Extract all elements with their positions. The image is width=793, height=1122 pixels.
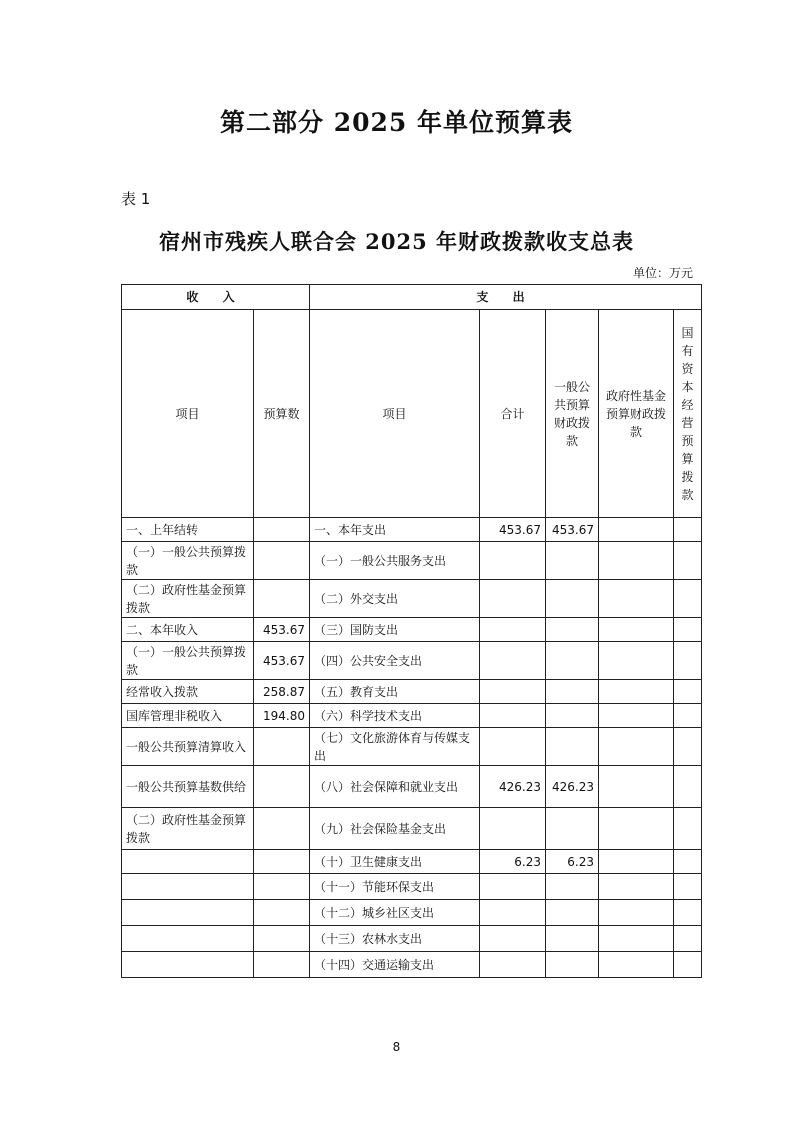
expense-item-cell: （九）社会保险基金支出 — [310, 808, 480, 850]
income-item-cell: （一）一般公共预算拨款 — [122, 642, 254, 680]
table-row — [122, 766, 702, 808]
income-budget-cell — [254, 808, 310, 850]
expense-item-cell: （八）社会保障和就业支出 — [310, 766, 480, 808]
fund-budget-cell — [599, 680, 674, 704]
table-row — [122, 542, 702, 580]
total-cell — [480, 926, 546, 952]
income-budget-cell: 258.87 — [254, 680, 310, 704]
table-number: 表 1 — [121, 190, 151, 208]
total-cell — [480, 580, 546, 618]
income-budget-cell — [254, 728, 310, 766]
general-budget-cell — [546, 642, 599, 680]
fund-budget-cell — [599, 766, 674, 808]
income-budget-cell: 453.67 — [254, 642, 310, 680]
expense-item-cell: 一、本年支出 — [310, 518, 480, 542]
unit-label: 单位：万元 — [632, 266, 693, 280]
state-capital-cell — [674, 542, 702, 580]
expense-item-cell: （六）科学技术支出 — [310, 704, 480, 728]
general-budget-cell — [546, 580, 599, 618]
general-budget-cell: 453.67 — [546, 518, 599, 542]
general-budget-cell — [546, 728, 599, 766]
fund-budget-cell — [599, 580, 674, 618]
general-budget-cell — [546, 926, 599, 952]
state-capital-cell — [674, 642, 702, 680]
table-title: 宿州市残疾人联合会 2025 年财政拨款收支总表 — [158, 229, 635, 254]
income-budget-cell — [254, 766, 310, 808]
table-row — [122, 680, 702, 704]
col-income-budget: 预算数 — [254, 310, 310, 518]
income-item-cell: （二）政府性基金预算拨款 — [122, 580, 254, 618]
expense-item-cell: （十四）交通运输支出 — [310, 952, 480, 978]
income-item-cell — [122, 952, 254, 978]
state-capital-cell — [674, 926, 702, 952]
general-budget-cell — [546, 900, 599, 926]
income-budget-cell — [254, 926, 310, 952]
total-cell — [480, 808, 546, 850]
table-row — [122, 808, 702, 850]
table-row — [122, 618, 702, 642]
state-capital-cell — [674, 728, 702, 766]
budget-table — [121, 284, 702, 978]
income-budget-cell — [254, 900, 310, 926]
general-budget-cell — [546, 542, 599, 580]
total-cell — [480, 900, 546, 926]
state-capital-cell — [674, 618, 702, 642]
general-budget-cell — [546, 618, 599, 642]
expense-item-cell: （七）文化旅游体育与传媒支出 — [310, 728, 480, 766]
income-budget-cell — [254, 850, 310, 874]
income-item-cell — [122, 900, 254, 926]
state-capital-cell — [674, 952, 702, 978]
state-capital-cell — [674, 518, 702, 542]
income-item-cell: 国库管理非税收入 — [122, 704, 254, 728]
fund-budget-cell — [599, 874, 674, 900]
part-title: 第二部分 2025 年单位预算表 — [220, 108, 573, 137]
state-capital-cell — [674, 704, 702, 728]
general-budget-cell: 426.23 — [546, 766, 599, 808]
fund-budget-cell — [599, 900, 674, 926]
expense-item-cell: （五）教育支出 — [310, 680, 480, 704]
state-capital-cell — [674, 900, 702, 926]
income-budget-cell: 453.67 — [254, 618, 310, 642]
table-row — [122, 850, 702, 874]
total-cell — [480, 704, 546, 728]
total-cell — [480, 874, 546, 900]
state-capital-cell — [674, 766, 702, 808]
fund-budget-cell — [599, 618, 674, 642]
income-budget-cell — [254, 518, 310, 542]
expense-item-cell: （一）一般公共服务支出 — [310, 542, 480, 580]
income-item-cell: 二、本年收入 — [122, 618, 254, 642]
fund-budget-cell — [599, 850, 674, 874]
total-cell — [480, 728, 546, 766]
total-cell — [480, 952, 546, 978]
total-cell — [480, 542, 546, 580]
state-capital-cell — [674, 808, 702, 850]
col-expense-item: 项目 — [310, 310, 480, 518]
income-budget-cell — [254, 952, 310, 978]
income-item-cell: （一）一般公共预算拨款 — [122, 542, 254, 580]
fund-budget-cell — [599, 642, 674, 680]
general-budget-cell — [546, 952, 599, 978]
fund-budget-cell — [599, 952, 674, 978]
income-item-cell — [122, 850, 254, 874]
income-item-cell — [122, 926, 254, 952]
table-row — [122, 518, 702, 542]
fund-budget-cell — [599, 926, 674, 952]
group-header-row — [122, 285, 702, 310]
table-row — [122, 642, 702, 680]
expense-item-cell: （十二）城乡社区支出 — [310, 900, 480, 926]
table-row — [122, 900, 702, 926]
col-general-budget: 一般公共预算财政拨款 — [546, 310, 599, 518]
income-item-cell: 一般公共预算清算收入 — [122, 728, 254, 766]
table-row — [122, 704, 702, 728]
fund-budget-cell — [599, 542, 674, 580]
expense-item-cell: （十三）农林水支出 — [310, 926, 480, 952]
income-budget-cell — [254, 874, 310, 900]
state-capital-cell — [674, 680, 702, 704]
total-cell — [480, 642, 546, 680]
fund-budget-cell — [599, 518, 674, 542]
expense-item-cell: （二）外交支出 — [310, 580, 480, 618]
income-item-cell: （二）政府性基金预算拨款 — [122, 808, 254, 850]
table-row — [122, 728, 702, 766]
expense-item-cell: （十）卫生健康支出 — [310, 850, 480, 874]
expense-item-cell: （四）公共安全支出 — [310, 642, 480, 680]
income-group-header: 收 入 — [122, 285, 310, 310]
general-budget-cell — [546, 704, 599, 728]
income-item-cell — [122, 874, 254, 900]
column-header-row — [122, 310, 702, 518]
col-fund-budget: 政府性基金预算财政拨款 — [599, 310, 674, 518]
table-row — [122, 580, 702, 618]
income-item-cell: 经常收入拨款 — [122, 680, 254, 704]
expense-item-cell: （三）国防支出 — [310, 618, 480, 642]
state-capital-cell — [674, 580, 702, 618]
fund-budget-cell — [599, 704, 674, 728]
table-row — [122, 952, 702, 978]
page-number: 8 — [392, 1040, 401, 1054]
total-cell: 453.67 — [480, 518, 546, 542]
expense-group-header: 支 出 — [310, 285, 702, 310]
fund-budget-cell — [599, 808, 674, 850]
general-budget-cell — [546, 680, 599, 704]
state-capital-cell — [674, 874, 702, 900]
col-total: 合计 — [480, 310, 546, 518]
total-cell: 426.23 — [480, 766, 546, 808]
total-cell — [480, 618, 546, 642]
fund-budget-cell — [599, 728, 674, 766]
income-item-cell: 一、上年结转 — [122, 518, 254, 542]
table-row — [122, 926, 702, 952]
income-item-cell: 一般公共预算基数供给 — [122, 766, 254, 808]
col-state-capital: 国有资本经营预算拨款 — [674, 310, 702, 518]
income-budget-cell — [254, 580, 310, 618]
table-body — [122, 518, 702, 978]
income-budget-cell: 194.80 — [254, 704, 310, 728]
total-cell — [480, 680, 546, 704]
col-income-item: 项目 — [122, 310, 254, 518]
table-row — [122, 874, 702, 900]
general-budget-cell — [546, 874, 599, 900]
expense-item-cell: （十一）节能环保支出 — [310, 874, 480, 900]
total-cell: 6.23 — [480, 850, 546, 874]
general-budget-cell: 6.23 — [546, 850, 599, 874]
state-capital-cell — [674, 850, 702, 874]
general-budget-cell — [546, 808, 599, 850]
income-budget-cell — [254, 542, 310, 580]
